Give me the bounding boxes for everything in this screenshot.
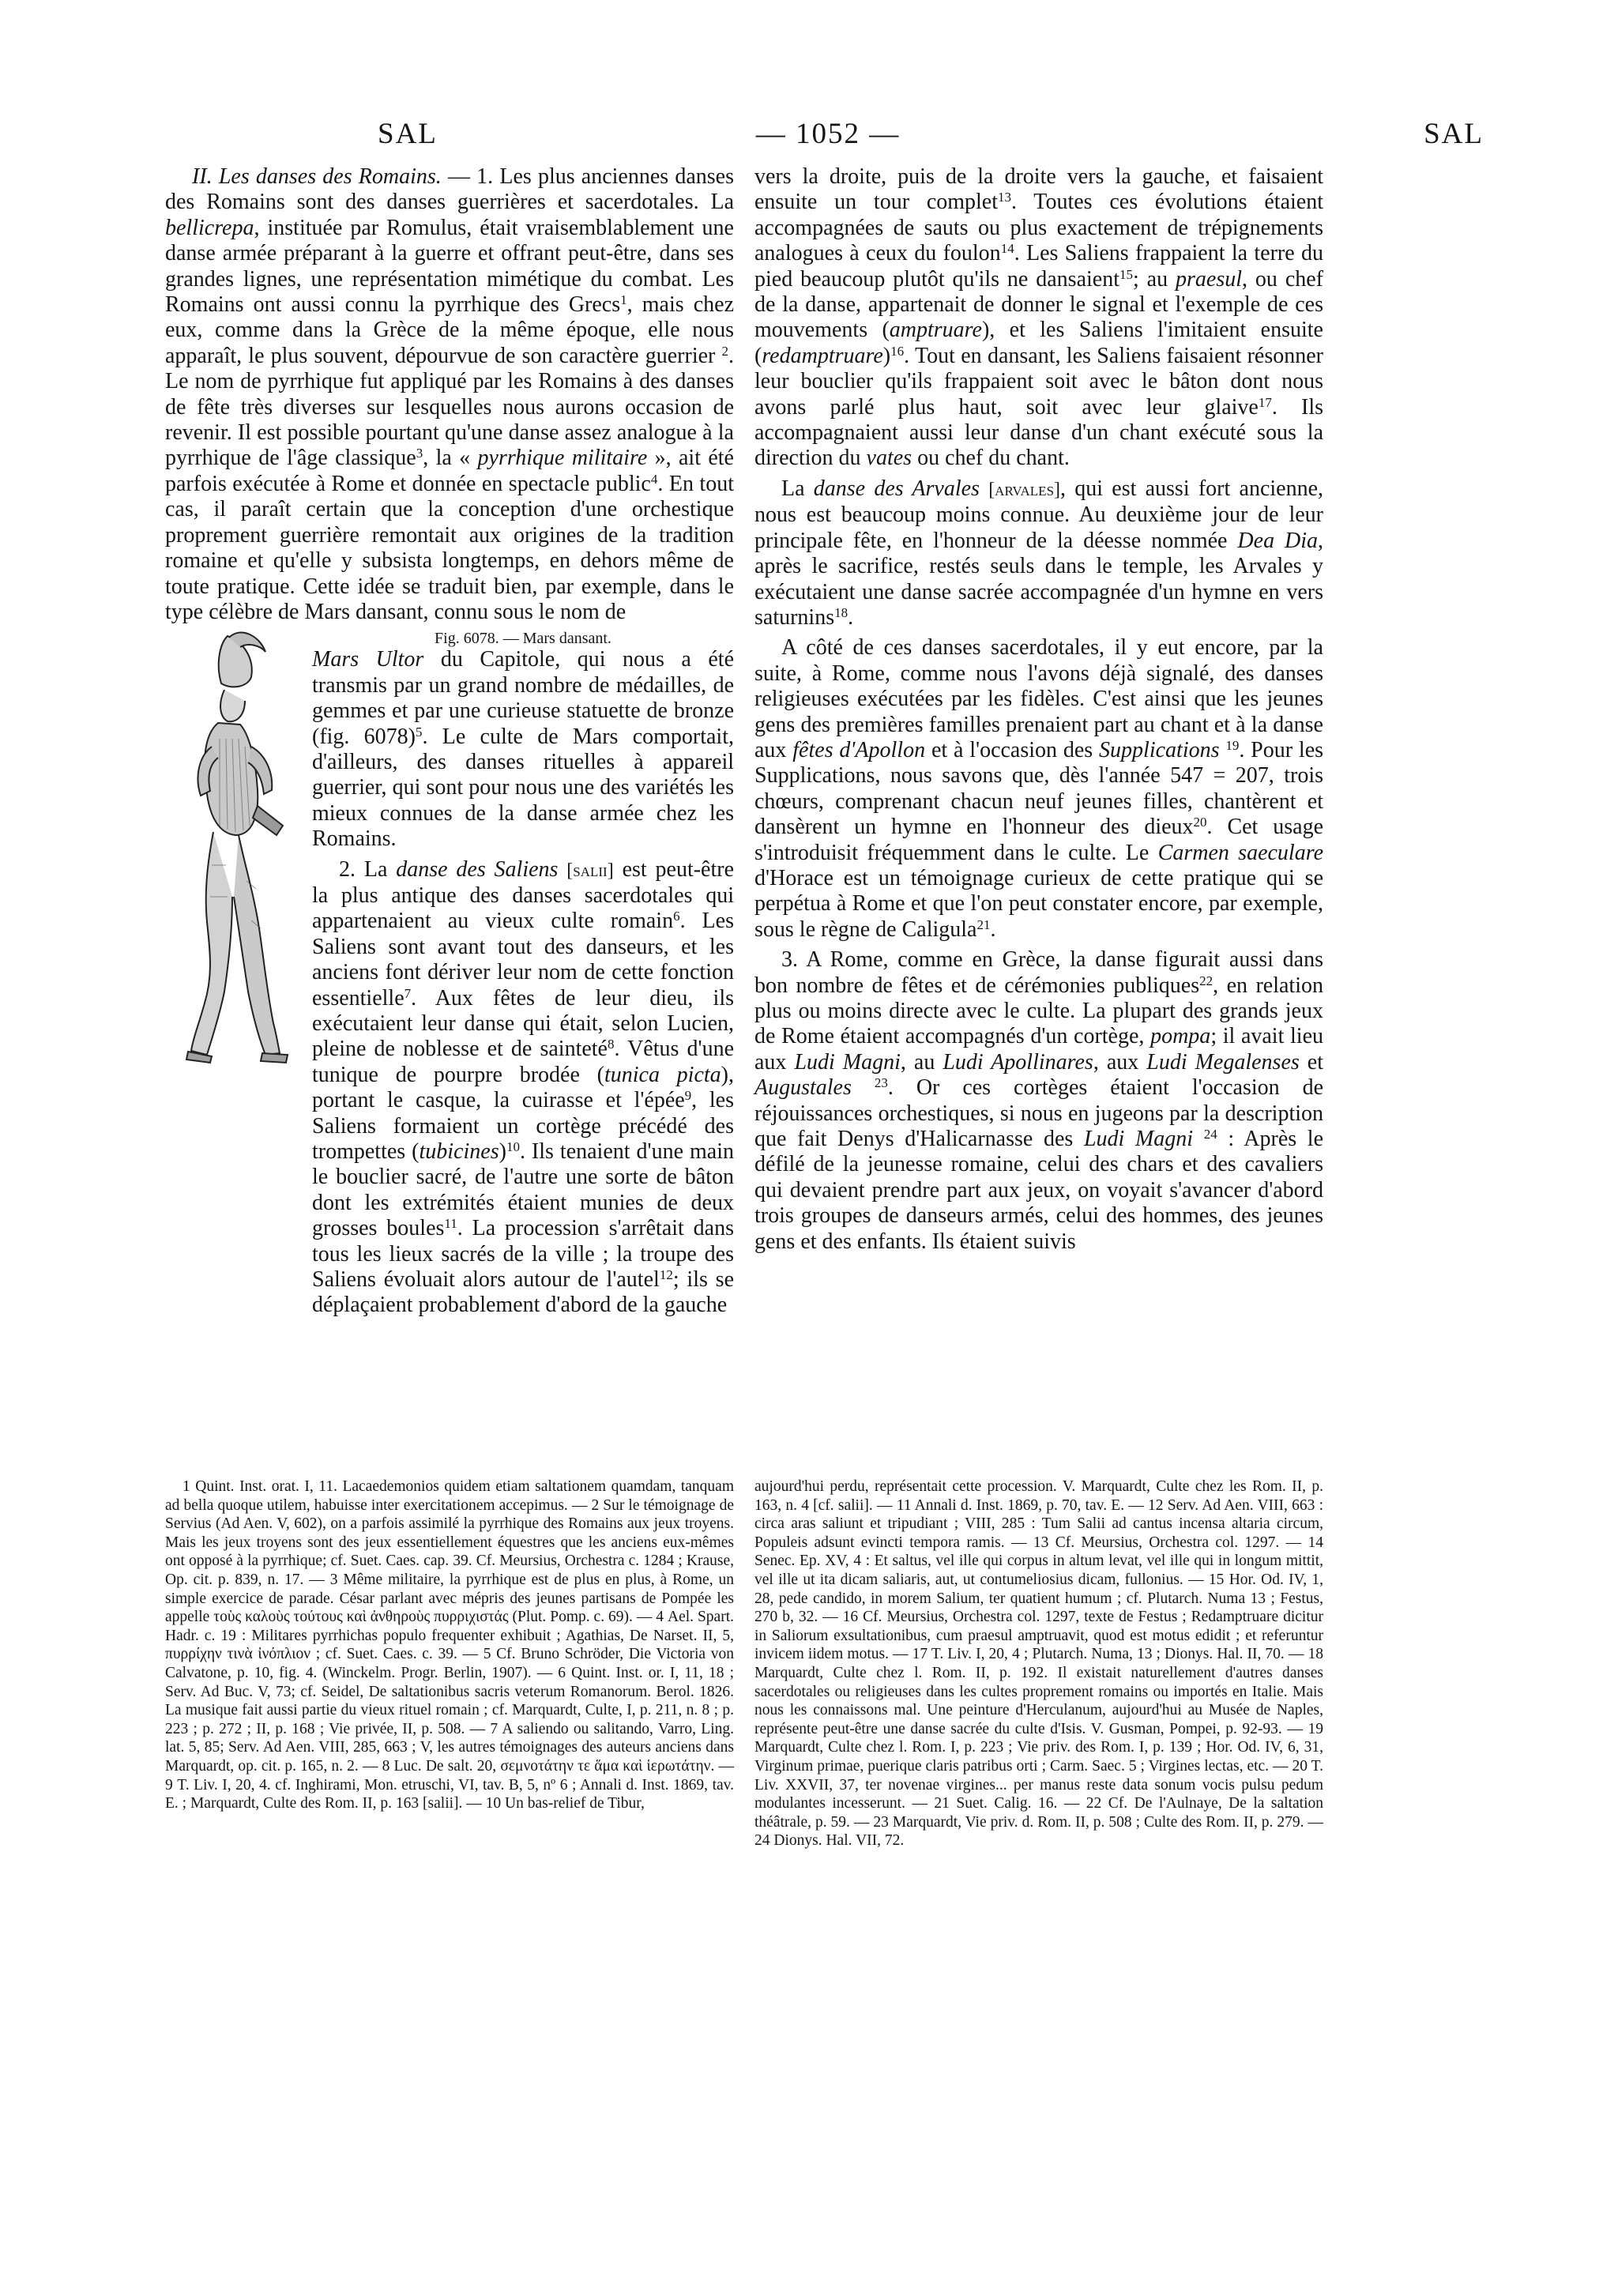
footnote-ref: 21 <box>976 917 991 932</box>
page-header <box>164 117 1484 164</box>
footnote-ref: 5 <box>416 724 423 740</box>
footnote-ref: 4 <box>650 471 658 487</box>
paragraph-public-ceremonies: 3. A Rome, comme en Grèce, la danse figurait aussi dans bon nombre de fêtes et de cérémonies publiques$^{22}$, en relation plus ou moins directe avec le culte. La plupart des grands jeux de Rome étaient accompagnés d'un cortège, pompa; il avait lieu aux Ludi Magni, au Ludi Apollinares, aux Ludi Megalenses et Augustales $^{23}$. Or ces cortèges étaient l'occasion de réjouissances orchestiques, si nous en jugeons par la description que fait Denys d'Halicarnasse des Ludi Magni $^{24}$ : Après le défilé de la jeunesse romaine, celui des chars et des cavaliers qui devaient prendre part aux jeux, on voyait s'avancer d'abord trois groupes de danseurs armés, celui des hommes, des jeunes gens et des enfants. Ils étaient suivis <box>754 947 1324 1254</box>
footnote-ref: 7 <box>404 985 412 1001</box>
footnote-ref: 19 <box>1225 737 1240 753</box>
footnote-ref: 2 <box>721 343 728 359</box>
paragraph-saliens: 2. La danse des Saliens [salii] est peut-être la plus antique des danses sacerdotales qui appartenaient au vieux culte romain$^6$. Les Saliens sont avant tout des danseurs, et les anciens font dériver leur nom de cette fonction essentielle$^7$. Aux fêtes de leur dieu, ils exécutaient leur danse qui était, selon Lucien, pleine de noblesse et de sainteté$^8$. Vêtus d'une tunique de pourpre brodée (tunica picta), portant le casque, la cuirasse et l'épée$^9$, les Saliens formaient un cortège précédé des trompettes (tubicines)$^{10}$. Ils tenaient d'une main le bouclier sacré, de l'autre une sorte de bâton dont les extrémités étaient munies de deux grosses boules$^{11}$. La procession s'arrêtait dans tous les lieux sacrés de la ville ; la troupe des Saliens évoluait alors autour de l'autel$^{12}$; ils se déplaçaient probablement d'abord de la gauche <box>312 856 735 1318</box>
footnote-ref: 3 <box>416 446 423 461</box>
paragraph-arvales: La danse des Arvales [arvales], qui est aussi fort ancienne, nous est beaucoup moins connue. Au deuxième jour de leur principale fête, en l'honneur de la déesse nommée Dea Dia, après le sacrifice, restés seuls dans le temple, les Arvales y exécutaient une danse sacrée accompagnée d'un hymne en vers saturnins$^{18}$. <box>754 476 1324 630</box>
footnote-ref: 17 <box>1258 394 1272 410</box>
footnote-ref: 16 <box>890 343 905 359</box>
footnote-block: 1 Quint. Inst. orat. I, 11. Lacaedemonios quidem etiam saltationem quamdam, tanquam ad bella quoque utilem, habuisse inter exercitationem accepimus. — 2 Sur le témoignage de Servius (Ad Aen. V, 602), on a parfois assimilé la pyrrhique des Romains aux jeux troyens. Mais les jeux troyens sont des jeux essentiellement équestres que les anciens eux-mêmes ont opposé à la pyrrhique; cf. Suet. Caes. cap. 39. Cf. Meursius, Orchestra c. 1284 ; Krause, Op. cit. p. 839, n. 17. — 3 Même militaire, la pyrrhique est de plus en plus, à Rome, un simple exercice de parade. César parlant avec mépris des jeunes partisans de Pompée les appelle τοὺς καλοὺς τούτους καὶ ἀνθηροὺς πυρριχιστάς (Plut. Pomp. c. 69). — 4 Ael. Spart. Hadr. c. 19 : Militares pyrrhichas populo frequenter exhibuit ; Agathias, De Narset. II, 5, πυρρίχην τινὰ ἰνόπλιον ; cf. Suet. Caes. c. 39. — 5 Cf. Bruno Schröder, Die Victoria von Calvatone, p. 10, fig. 4. (Winckelm. Progr. Berlin, 1907). — 6 Quint. Inst. or. I, 11, 18 ; Serv. Ad Buc. V, 73; cf. Seidel, De saltationibus sacris veterum Romanorum. Berol. 1826. La musique fait aussi partie du vieux rituel romain ; cf. Marquardt, Culte, I, p. 211, n. 8 ; p. 223 ; p. 272 ; II, p. 168 ; Vie privée, II, p. 508. — 7 A saliendo ou salitando, Varro, Ling. lat. 5, 85; Serv. Ad Aen. VIII, 285, 663 ; V, les autres témoignages des auteurs anciens dans Marquardt, op. cit. p. 165, n. 2. — 8 Luc. De salt. 20, σεμνοτάτην τε ἅμα καὶ ἱερωτάτην. — 9 T. Liv. I, 20, 4. cf. Inghirami, Mon. etruschi, VI, tav. B, 5, nº 6 ; Annali d. Inst. 1869, tav. E. ; Marquardt, Culte des Rom. II, p. 163 [salii]. — 10 Un bas-relief de Tibur, <box>165 1478 734 1812</box>
footnotes-left <box>165 1477 734 1813</box>
section-title: II. Les danses des Romains. <box>192 164 442 189</box>
paragraph-religious-dances: A côté de ces danses sacerdotales, il y eut encore, par la suite, à Rome, comme nous l'avons déjà signalé, des danses religieuses exécutées par les fidèles. C'est ainsi que les jeunes gens des premières familles prenaient part au chant et à la danse aux fêtes d'Apollon et à l'occasion des Supplications $^{19}$. Pour les Supplications, nous savons que, dès l'année 547 = 207, trois chœurs, comprenant chacun neuf jeunes filles, chantèrent et dansèrent un hymne en l'honneur des dieux$^{20}$. Cet usage s'introduisit fréquemment dans le culte. Le Carmen saeculare d'Horace est un témoignage curieux de cette pratique qui se perpétua à Rome et que l'on peut constater encore, par exemple, sous le règne de Caligula$^{21}$. <box>754 635 1324 942</box>
footnote-ref: 23 <box>874 1075 888 1091</box>
mars-statuette-illustration <box>172 628 291 1071</box>
paragraph-saliens-cont: vers la droite, puis de la droite vers la gauche, et faisaient ensuite un tour complet$^{13}$. Toutes ces évolutions étaient accompagnées de sauts ou plus exactement de trépignements analogues à ceux du foulon$^{14}$. Les Saliens frappaient la terre du pied beaucoup plutôt qu'ils ne dansaient$^{15}$; au praesul, ou chef de la danse, appartenait de donner le signal et l'exemple de ces mouvements (amptruare), et les Saliens l'imitaient ensuite (redamptruare)$^{16}$. Tout en dansant, les Saliens faisaient résonner leur bouclier qu'ils frappaient soit avec le bâton dont nous avons parlé plus haut, soit avec leur glaive$^{17}$. Ils accompagnaient aussi leur danse d'un chant exécuté sous la direction du vates ou chef du chant. <box>754 164 1324 471</box>
footnote-ref: 1 <box>620 292 627 308</box>
footnote-ref: 11 <box>444 1216 457 1232</box>
footnote-ref: 22 <box>1199 973 1214 988</box>
footnote-ref: 14 <box>1000 241 1014 257</box>
footnote-block: aujourd'hui perdu, représentait cette procession. V. Marquardt, Culte chez les Rom. II, p. 163, n. 4 [cf. salii]. — 11 Annali d. Inst. 1869, p. 70, tav. E. — 12 Serv. Ad Aen. VIII, 663 : circa aras saliunt et tripudiant ; VIII, 285 : Tum Salii ad cantus incensa altaria circum, Populeis adsunt evincti tempora ramis. — 13 Cf. Meursius, Orchestra col. 1297. — 14 Senec. Ep. XV, 4 : Et saltus, vel ille qui corpus in altum levat, vel ille qui in longum mittit, vel ille ut ita dicam saliaris, aut, ut contumeliosius dicam, fullonius. — 15 Hor. Od. IV, 1, 28, pede candido, in morem Salium, ter quatient humum ; cf. Plutarch. Numa 13 ; Festus, 270 b, 32. — 16 Cf. Meursius, Orchestra col. 1297, texte de Festus ; Redamptruare dicitur in Saliorum exsultationibus, cum praesul amptruavit, quod est motus edidit ; et referuntur invicem iidem motus. — 17 T. Liv. I, 20, 4 ; Plutarch. Numa, 13 ; Dionys. Hal. II, 70. — 18 Marquardt, Culte chez l. Rom. II, p. 192. Il existait naturellement d'autres danses sacerdotales ou religieuses dans les cultes proprement romains ou importés en Italie. Mais nous les connaissons mal. Une peinture d'Herculanum, aujourd'hui au Musée de Naples, représente peut-être une danse sacrée du culte d'Isis. V. Gusman, Pompei, p. 92-93. — 19 Marquardt, Culte chez l. Rom. I, p. 223 ; Vie priv. des Rom. I, p. 139 ; Hor. Od. IV, 6, 31, Virginum primae, puerique claris patribus orti ; Carm. Saec. 5 ; Virgines lectas, etc. — 20 T. Liv. XXVII, 37, ter novenae virgines... per manus reste data sonum vocis pulsu pedum modulantes incesserunt. — 21 Suet. Calig. 16. — 22 Cf. De l'Aulnaye, De la saltation théâtrale, p. 59. — 23 Marquardt, Vie priv. d. Rom. II, p. 508 ; Culte des Rom. II, p. 279. — 24 Dionys. Hal. VII, 72. <box>754 1478 1323 1850</box>
footnote-ref: 6 <box>673 909 680 924</box>
footnote-ref: 8 <box>607 1037 615 1052</box>
header-left: SAL <box>378 118 438 150</box>
footnote-ref: 9 <box>684 1088 692 1104</box>
paragraph-dances-romans: II. Les danses des Romains. — 1. Les plus anciennes danses des Romains sont des danses guerrières et sacerdotales. La bellicrepa, instituée par Romulus, était vraisemblablement une danse armée préparant à la guerre et offrant peut-être, dans ses grandes lignes, une représentation mimétique du combat. Les Romains ont aussi connu la pyrrhique des Grecs$^1$, mais chez eux, comme dans la Grèce de la même époque, elle nous apparaît, le plus souvent, dépourvue de son caractère guerrier $^2$. Le nom de pyrrhique fut appliqué par les Romains à des danses de fête très diverses sur lesquelles nous aurons occasion de revenir. Il est possible pourtant qu'une danse assez analogue à la pyrrhique de l'âge classique$^3$, la « pyrrhique militaire », ait été parfois exécutée à Rome et donnée en spectacle public$^4$. En tout cas, il paraît certain que la conception d'une orchestique proprement guerrière remontait aux origines de la tradition romaine et qu'elle y subsista longtemps, en dehors même de toute pratique. Cette idée se traduit bien, par exemple, dans le type célèbre de Mars dansant, connu sous le nom de <box>165 164 734 625</box>
footnote-ref: 13 <box>998 190 1012 205</box>
footnote-ref: 18 <box>834 604 849 620</box>
footnote-ref: 15 <box>1119 266 1133 282</box>
page-number: — 1052 — <box>755 118 901 150</box>
left-column: II. Les danses des Romains. — 1. Les plus anciennes danses des Romains sont des danses guerrières et sacerdotales. La bellicrepa, instituée par Romulus, était vraisemblablement une danse armée préparant à la guerre et offrant peut-être, dans ses grandes lignes, une représentation mimétique du combat. Les Romains ont aussi connu la pyrrhique des Grecs$^1$, mais chez eux, comme dans la Grèce de la même époque, elle nous apparaît, le plus souvent, dépourvue de son caractère guerrier $^2$. Le nom de pyrrhique fut appliqué par les Romains à des danses de fête très diverses sur lesquelles nous aurons occasion de revenir. Il est possible pourtant qu'une danse assez analogue à la pyrrhique de l'âge classique$^3$, la « pyrrhique militaire », ait été parfois exécutée à Rome et donnée en spectacle public$^4$. En tout cas, il paraît certain que la conception d'une orchestique proprement guerrière remontait aux origines de la tradition romaine et qu'elle y subsista longtemps, en dehors même de toute pratique. Cette idée se traduit bien, par exemple, dans le type célèbre de Mars dansant, connu sous le nom de Fig. 6078. — Mars dansant. Mars Ultor du Capitole, qui nous a été transmis par un grand nombre de médailles, de gemmes et par une curieuse statuette de bronze (fig. 6078)$^5$. Le culte de Mars comportait, d'ailleurs, des danses rituelles à appareil guerrier, qui sont pour nous une des variétés les mieux connues de la danse armée chez les Romains. 2. La danse des Saliens [salii] est peut-être la plus antique des danses sacerdotales qui appartenaient au vieux culte romain$^6$. Les Saliens sont avant tout des danseurs, et les anciens font dériver leur nom de cette fonction essentielle$^7$. Aux fêtes de leur dieu, ils exécutaient leur danse qui était, selon Lucien, pleine de noblesse et de sainteté$^8$. Vêtus d'une tunique de pourpre brodée (tunica picta), portant le casque, la cuirasse et l'épée$^9$, les Saliens formaient un cortège précédé des trompettes (tubicines)$^{10}$. Ils tenaient d'une main le bouclier sacré, de l'autre une sorte de bâton dont les extrémités étaient munies de deux grosses boules$^{11}$. La procession s'arrêtait dans tous les lieux sacrés de la ville ; la troupe des Saliens évoluait alors autour de l'autel$^{12}$; ils se déplaçaient probablement d'abord de la gauche <box>165 164 734 1540</box>
footnote-ref: 12 <box>659 1267 673 1283</box>
figure-caption: Fig. 6078. — Mars dansant. <box>435 630 611 648</box>
footnote-ref: 10 <box>506 1139 520 1155</box>
right-column <box>754 164 1323 1259</box>
header-right: SAL <box>1424 118 1484 150</box>
footnotes-right <box>754 1477 1323 1850</box>
figure-mars-dansant <box>165 628 298 1537</box>
footnote-ref: 20 <box>1193 815 1207 830</box>
footnote-ref: 24 <box>1203 1127 1217 1142</box>
